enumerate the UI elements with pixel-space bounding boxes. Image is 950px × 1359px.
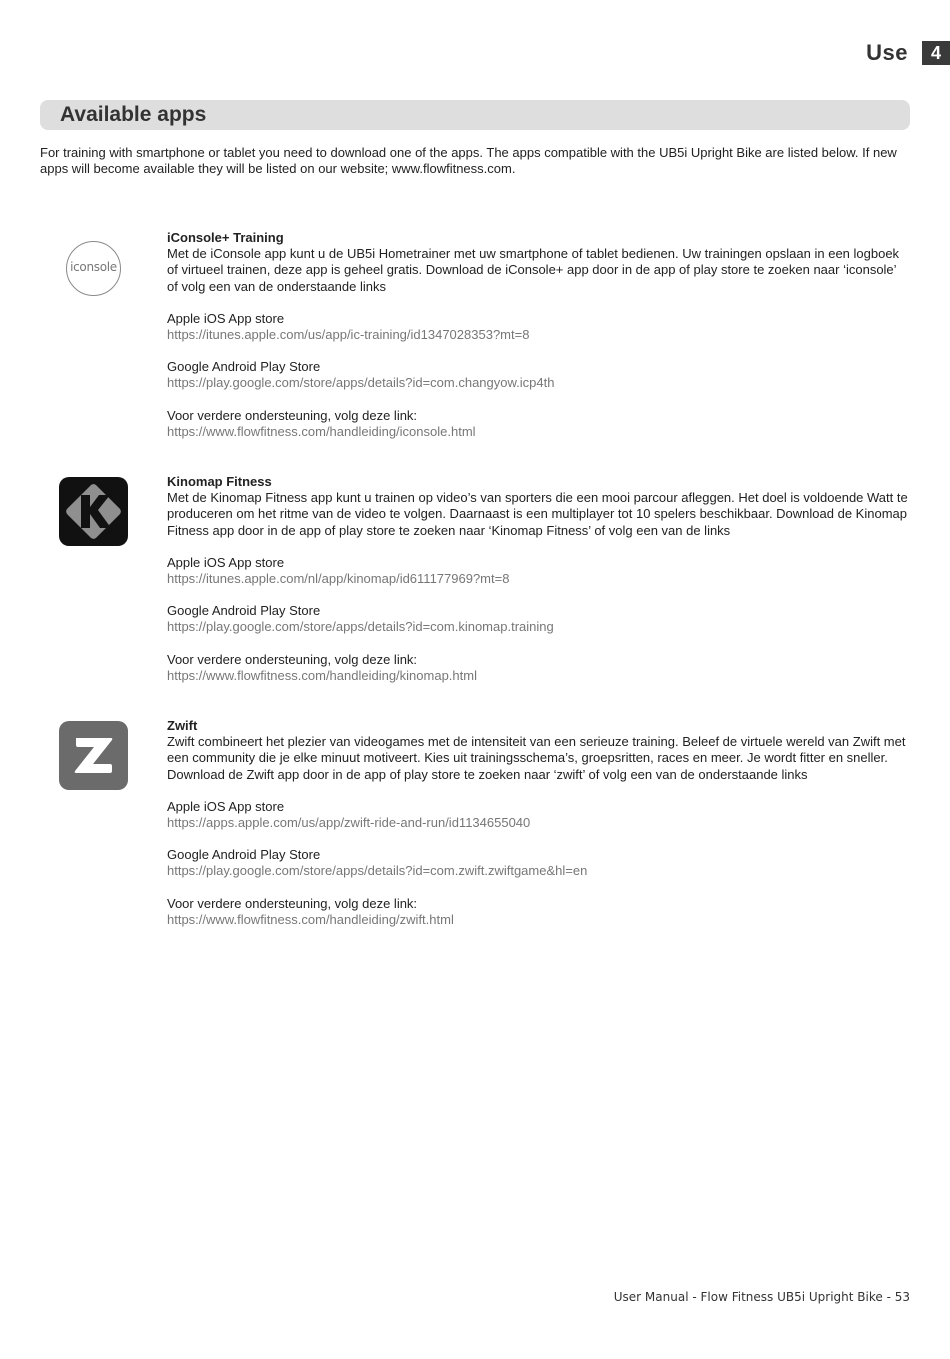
google-store-label: Google Android Play Store xyxy=(167,847,321,863)
google-store-link[interactable]: https://play.google.com/store/apps/details?id=com.kinomap.training xyxy=(167,619,554,635)
section-number-badge: 4 xyxy=(922,41,950,65)
support-link[interactable]: https://www.flowfitness.com/handleiding/kinomap.html xyxy=(167,667,477,683)
apple-store-link[interactable]: https://itunes.apple.com/nl/app/kinomap/id611177969?mt=8 xyxy=(167,571,510,587)
zwift-logo-graphic xyxy=(59,721,128,790)
app-description: Zwift combineert het plezier van videogames met de intensiteit van een serieuze training. Beleef de virtuele wereld van Zwift met een community die je elke minuut motiveert. Kies uit trainingsschema’s, groepsritten, races en meer. Je wordt fitter en sneller. Download de Zwift app door in de app of play store te zoeken naar ‘zwift’ of volg een van de onderstaande links xyxy=(167,734,906,782)
page-heading: Available apps xyxy=(60,103,207,126)
zwift-logo-icon xyxy=(59,721,128,790)
apple-store-label: Apple iOS App store xyxy=(167,798,285,814)
app-description: Met de iConsole app kunt u de UB5i Hometrainer met uw smartphone of tablet bedienen. Uw trainingen opslaan in een logboek of virtueel trainen, deze app is geheel gratis. Download de iConsole+ app door in de app of play store te zoeken naar ‘iconsole’ of volg een van de onderstaande links xyxy=(167,246,900,294)
section-title: Use xyxy=(866,40,908,65)
iconsole-logo-text: iconsole xyxy=(70,260,117,274)
google-store-label: Google Android Play Store xyxy=(167,603,321,619)
apple-store-label: Apple iOS App store xyxy=(167,310,285,326)
heading-bar xyxy=(40,100,910,130)
iconsole-logo-icon xyxy=(59,235,128,304)
kinomap-logo-icon xyxy=(59,477,128,546)
google-store-link[interactable]: https://play.google.com/store/apps/details?id=com.zwift.zwiftgame&hl=en xyxy=(167,863,588,879)
intro-paragraph: For training with smartphone or tablet you need to download one of the apps. The apps compatible with the UB5i Upright Bike are listed below. If new apps will become available they will be listed on our website; www.flowfitness.com. xyxy=(40,145,897,176)
app-name: Kinomap Fitness xyxy=(167,474,272,489)
app-details xyxy=(167,230,909,440)
google-store-label: Google Android Play Store xyxy=(167,359,321,375)
support-link[interactable]: https://www.flowfitness.com/handleiding/iconsole.html xyxy=(167,423,476,439)
app-details xyxy=(167,718,909,928)
support-link[interactable]: https://www.flowfitness.com/handleiding/zwift.html xyxy=(167,911,454,927)
app-name: iConsole+ Training xyxy=(167,230,284,245)
app-description: Met de Kinomap Fitness app kunt u trainen op video’s van sporters die een mooi parcour afleggen. Het doel is voldoende Watt te produceren om het ritme van de video te volgen. Daarnaast is een multiplayer tot 10 spelers beschikbaar. Download de Kinomap Fitness app door in de app of play store te zoeken naar ‘Kinomap Fitness’ of volg een van de links xyxy=(167,490,908,538)
support-label: Voor verdere ondersteuning, volg deze link: xyxy=(167,895,418,911)
apple-store-link[interactable]: https://itunes.apple.com/us/app/ic-training/id1347028353?mt=8 xyxy=(167,327,530,343)
kinomap-logo-graphic xyxy=(59,477,128,546)
apple-store-link[interactable]: https://apps.apple.com/us/app/zwift-ride-and-run/id1134655040 xyxy=(167,815,531,831)
page-footer: User Manual - Flow Fitness UB5i Upright Bike - 53 xyxy=(613,1290,910,1304)
support-label: Voor verdere ondersteuning, volg deze link: xyxy=(167,651,418,667)
apple-store-label: Apple iOS App store xyxy=(167,554,285,570)
support-label: Voor verdere ondersteuning, volg deze link: xyxy=(167,407,418,423)
section-header xyxy=(866,40,950,66)
app-details xyxy=(167,474,909,684)
app-name: Zwift xyxy=(167,718,198,733)
google-store-link[interactable]: https://play.google.com/store/apps/details?id=com.changyow.icp4th xyxy=(167,375,555,391)
